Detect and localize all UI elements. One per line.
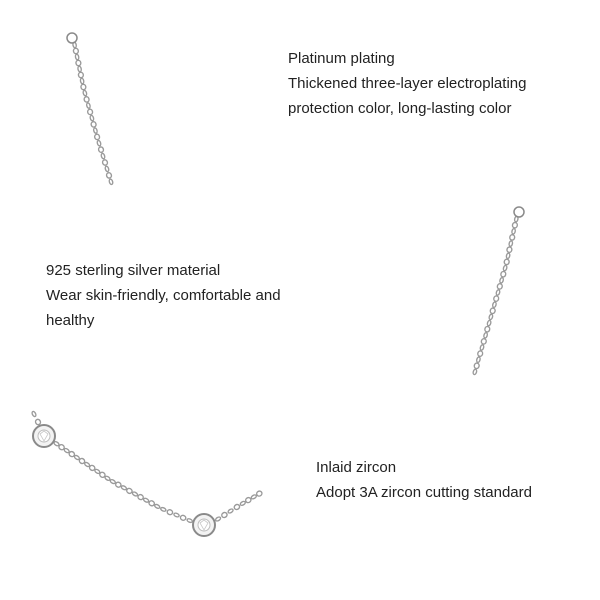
chain-link [110, 479, 116, 484]
chain-link [511, 228, 515, 234]
chain-link [227, 508, 233, 514]
feature-platinum-line2: protection color, long-lasting color [288, 100, 512, 117]
chain-link [35, 419, 42, 426]
chain-link [500, 271, 506, 278]
chain-link [221, 512, 228, 519]
chain-link [492, 302, 497, 308]
chain-link [93, 128, 98, 134]
chain-link [499, 277, 504, 283]
feature-zircon [316, 455, 532, 505]
chain-link [75, 60, 81, 66]
chain-link [484, 326, 490, 333]
chain-link [160, 507, 166, 512]
chain-link [90, 115, 95, 121]
chain-link [480, 344, 485, 350]
chain-link [91, 121, 97, 127]
feature-platinum-title: Platinum plating [288, 50, 395, 67]
chain-link [102, 159, 108, 166]
chain-link [187, 518, 193, 523]
feature-silver-line1: Wear skin-friendly, comfortable and healthy [46, 287, 281, 329]
chain-link [101, 153, 106, 159]
chain-link [506, 247, 512, 253]
chain-link [489, 314, 494, 320]
chain-link [106, 172, 112, 179]
chain-link [121, 485, 127, 490]
feature-silver-title: 925 sterling silver material [46, 262, 221, 279]
zircon-stone-2 [193, 514, 215, 536]
chain-link [143, 497, 149, 502]
chain-link [493, 295, 499, 302]
chain-link [97, 140, 102, 146]
chain-link [473, 369, 478, 375]
chain-link [490, 308, 496, 315]
feature-zircon-title: Inlaid zircon [316, 459, 397, 476]
chain-link [251, 494, 257, 500]
chain-link [80, 84, 86, 90]
zircon-stone-1 [33, 425, 55, 447]
chain-link [481, 338, 487, 345]
chain-link [105, 166, 110, 172]
chain-link [109, 179, 114, 185]
chain-link [509, 234, 515, 240]
chain-link [78, 72, 84, 78]
feature-silver [46, 258, 306, 333]
chain-link [512, 222, 518, 228]
chain-link [497, 283, 503, 290]
chain-link [84, 96, 90, 102]
chain-link [509, 241, 513, 247]
feature-platinum-line1: Thickened three-layer electroplating [288, 75, 527, 92]
chain-link [86, 103, 91, 109]
chain-link [98, 146, 104, 153]
chain-link [233, 504, 240, 511]
chain-link [75, 54, 79, 60]
chain-link [474, 363, 480, 370]
chain-link [477, 350, 483, 357]
feature-platinum [288, 46, 526, 121]
chain-link [506, 253, 510, 259]
chain-link [87, 109, 93, 115]
chain-link [503, 265, 508, 271]
chain-link [132, 491, 138, 496]
chain-link [180, 515, 187, 522]
chain-link [496, 289, 501, 295]
chain-link [240, 501, 246, 507]
chain-link [83, 90, 88, 96]
chain-link [476, 357, 481, 363]
chain-link [80, 78, 84, 84]
chain-link [173, 512, 179, 517]
chain-link [73, 48, 79, 54]
feature-zircon-line1: Adopt 3A zircon cutting standard [316, 484, 532, 501]
chain-link [94, 134, 100, 140]
chain-link [483, 332, 488, 338]
chain-link [154, 504, 160, 509]
chain-link [487, 320, 492, 326]
chain-link [215, 516, 221, 522]
chain-link [166, 509, 173, 516]
chain-link [504, 259, 510, 265]
chain-link [31, 411, 36, 417]
chain-link [77, 66, 81, 72]
